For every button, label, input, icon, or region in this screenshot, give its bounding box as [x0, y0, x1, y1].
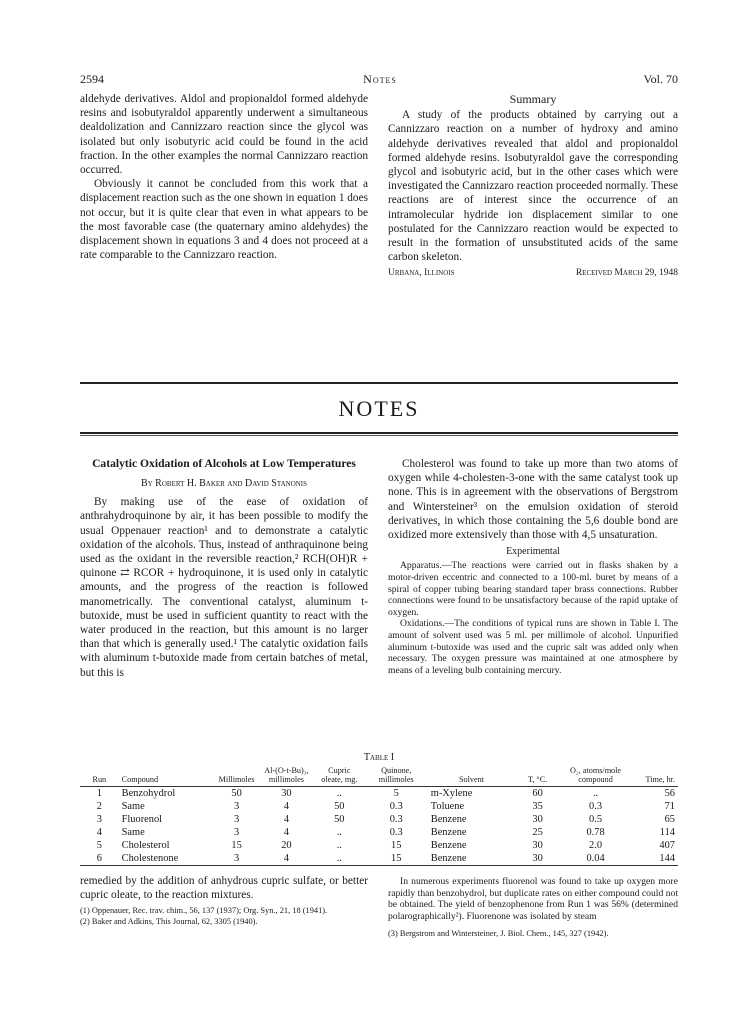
article-authors: By Robert H. Baker and David Stanonis: [140, 478, 308, 489]
table-cell: 3: [234, 827, 240, 838]
table-cell: ..: [592, 788, 599, 799]
table-cell: 3: [234, 853, 240, 864]
table-cell: 4: [283, 853, 290, 864]
table-cell: 50: [334, 814, 345, 825]
table-cell: Cholesterol: [121, 840, 170, 851]
col-header: O₂, atoms/mole compound: [570, 766, 622, 784]
col-header: Compound: [121, 775, 159, 784]
table-cell: 2.0: [589, 840, 603, 851]
table-row: [80, 813, 678, 826]
table-cell: 30: [281, 788, 292, 799]
table-cell: 0.3: [389, 827, 403, 838]
table-cell: 4: [283, 801, 290, 812]
table-cell: 15: [391, 840, 402, 851]
summary-text: A study of the products obtained by carrying out a Cannizzaro reaction on a number of hydroxy and amino aldehyde derivatives revealed that aldol and propionaldol formed aldehyde resins. Isobutyraldol gave the corresponding glycol and isobutyric acid, but in the other cases which were investigated the Cannizzaro reaction proceeded normally. These reactions are of interest since the occurrence of an intramolecular hydride ion displacement similar to one postulated for the Cannizzaro reaction would be expected to result in the formation of unsubstituted acids of the same carbon skeleton.: [388, 109, 678, 264]
table-cell: 4: [283, 827, 290, 838]
table-caption: Table I: [363, 752, 395, 763]
table-cell: 4: [283, 814, 290, 825]
col-header: Millimoles: [218, 775, 255, 784]
table-cell: 4: [96, 827, 102, 838]
table-cell: 2: [96, 801, 102, 812]
page-number: 2594: [80, 72, 104, 86]
table-cell: 71: [664, 801, 675, 812]
table-cell: Toluene: [430, 801, 465, 812]
apparatus-paragraph: Apparatus.—The reactions were carried out in flasks shaken by a motor-driven eccentric and connected to a 100-ml. buret by means of a spiral of copper tubing bearing standard taper brass connections. Rubber connections were found to be unsatisfactory because of the rapid uptake of oxygen.: [388, 560, 678, 618]
table-row: [80, 852, 678, 866]
bottom-left-column: [80, 874, 368, 927]
table-cell: 407: [659, 840, 675, 851]
table-cell: ..: [336, 788, 342, 799]
table-cell: Benzene: [430, 827, 467, 838]
article-right-column: [388, 457, 678, 676]
table-cell: 0.78: [586, 827, 605, 838]
table-cell: 60: [532, 788, 543, 799]
table-cell: Benzene: [430, 853, 467, 864]
table-cell: 56: [664, 788, 675, 799]
top-right-column: [388, 92, 678, 281]
rule-bottom: [80, 432, 678, 434]
article-title: Catalytic Oxidation of Alcohols at Low Temperatures: [92, 457, 356, 470]
experimental-heading: Experimental: [506, 546, 560, 558]
summary-heading: Summary: [509, 92, 557, 106]
paragraph: By making use of the ease of oxidation of anthrahydroquinone by air, it has been possible to modify the usual Oppenauer reaction¹ and to demonstrate a catalytic oxidation of the alcohols. Thus, instead of anthraquinone being used as the oxidant in the reversible reaction,² RCH(OH)R + quinone ⇄ RCOR + hydroquinone, it is used only in catalytic amounts, and the progress of the reaction is followed manometrically. The conventional catalyst, aluminum t-butoxide, must be used in sufficient quantity to react with the water produced in the reaction, but this amount is no larger than that which is generally used.¹ The catalytic oxidation fails with aluminum t-butoxide made from certain batches of metal, but this is: [80, 496, 368, 679]
table-cell: Cholestenone: [121, 853, 179, 864]
table-cell: 0.3: [389, 801, 403, 812]
table-cell: m-Xylene: [430, 788, 473, 799]
table-cell: 30: [532, 853, 543, 864]
col-header: Time, hr.: [645, 775, 675, 784]
col-header: Run: [92, 775, 107, 784]
footnote-1: (1) Oppenauer, Rec. trav. chim., 56, 137 (1937); Org. Syn., 21, 18 (1941).: [80, 906, 328, 916]
data-table: [80, 766, 678, 866]
table-cell: 35: [532, 801, 543, 812]
table-cell: 3: [96, 814, 102, 825]
paragraph: aldehyde derivatives. Aldol and propionaldol formed aldehyde resins and isobutyraldol apparently underwent a simultaneous dealdolization and Cannizzaro reaction since the glycol was isolated but only isobutyric acid could be found in the acid fraction. In the other examples the normal Cannizzaro reaction occurred.: [80, 93, 368, 177]
table-cell: 5: [96, 840, 102, 851]
table-cell: Benzene: [430, 814, 467, 825]
table-cell: Benzene: [430, 840, 467, 851]
col-header: Al-(O-t-Bu)₃, millimoles: [264, 766, 309, 784]
col-header: T, °C.: [527, 775, 548, 784]
table-cell: ..: [336, 840, 342, 851]
table-cell: Benzohydrol: [121, 788, 176, 799]
rule-bottom-thin: [80, 435, 678, 436]
table-cell: 3: [234, 814, 240, 825]
table-row: [80, 800, 678, 813]
table-cell: ..: [336, 853, 342, 864]
col-header: Solvent: [458, 775, 484, 784]
table-cell: 144: [659, 853, 675, 864]
paragraph: In numerous experiments fluorenol was found to take up oxygen more rapidly than benzohydrol, but duplicate rates on either compound could not be obtained. The yield of benzophenone from Run 1 was 56% (determined polarographically²). Fluorenone was isolated by steam: [388, 876, 678, 922]
table-cell: 15: [391, 853, 402, 864]
table-cell: 30: [532, 814, 543, 825]
table-cell: Same: [121, 827, 145, 838]
table-cell: ..: [336, 827, 342, 838]
article-left-column: [80, 457, 368, 680]
table-cell: Fluorenol: [121, 814, 163, 825]
col-header: Quinone, millimoles: [378, 766, 414, 784]
running-head: Notes: [363, 72, 397, 86]
table-wrapper: [80, 766, 678, 866]
table-cell: 6: [96, 853, 102, 864]
location: Urbana, Illinois: [388, 268, 455, 279]
table-cell: 114: [659, 827, 675, 838]
table-cell: 0.3: [389, 814, 403, 825]
table-cell: 25: [532, 827, 543, 838]
paragraph: remedied by the addition of anhydrous cupric sulfate, or better cupric oleate, to the reaction mixtures.: [80, 875, 368, 902]
table-cell: 0.3: [589, 801, 603, 812]
table-cell: 15: [231, 840, 242, 851]
top-left-column: [80, 92, 368, 262]
rule-top: [80, 382, 678, 384]
table-cell: 65: [664, 814, 675, 825]
table-cell: 0.04: [586, 853, 605, 864]
received-date: Received March 29, 1948: [575, 268, 678, 279]
footnote-2: (2) Baker and Adkins, This Journal, 62, 3305 (1940).: [80, 917, 258, 927]
col-header: Cupric oleate, mg.: [321, 766, 358, 784]
table-cell: 5: [393, 788, 399, 799]
bottom-right-column: [388, 876, 678, 939]
table-row: [80, 826, 678, 839]
table-row: [80, 787, 678, 801]
section-title: NOTES: [338, 396, 420, 421]
table-cell: 0.5: [589, 814, 603, 825]
paragraph: Obviously it cannot be concluded from this work that a displacement reaction such as the one shown in equation 1 does not occur, but it is quite clear that even in what appears to be the most favorable case (the quaternary amino aldehydes) the displacement shown in equations 3 and 4 does not proceed at a rate comparable to the Cannizzaro reaction.: [80, 178, 368, 262]
table-cell: Same: [121, 801, 145, 812]
table-cell: 1: [96, 788, 102, 799]
volume: Vol. 70: [643, 72, 678, 86]
table-cell: 30: [532, 840, 543, 851]
table-cell: 50: [231, 788, 242, 799]
footnote-3: (3) Bergstrom and Wintersteiner, J. Biol. Chem., 145, 327 (1942).: [388, 929, 609, 939]
table-row: [80, 839, 678, 852]
paragraph: Cholesterol was found to take up more than two atoms of oxygen while 4-cholesten-3-one with the same catalyst took up none. This is in agreement with the observations of Bergstrom and Wintersteiner³ on the emulsion oxidation of steroid derivatives, in which those containing the 5,6 double bond are oxidized more extensively than those with 4,5 unsaturation.: [388, 458, 678, 542]
table-cell: 20: [281, 840, 292, 851]
table-cell: 3: [234, 801, 240, 812]
table-cell: 50: [334, 801, 345, 812]
oxidations-paragraph: Oxidations.—The conditions of typical runs are shown in Table I. The amount of solvent used was 5 ml. per millimole of alcohol. Unpurified aluminum t-butoxide was used and the cupric salt was added only when necessary. The oxygen pressure was maintained at one atmosphere by means of a leveling bulb containing mercury.: [388, 618, 678, 676]
